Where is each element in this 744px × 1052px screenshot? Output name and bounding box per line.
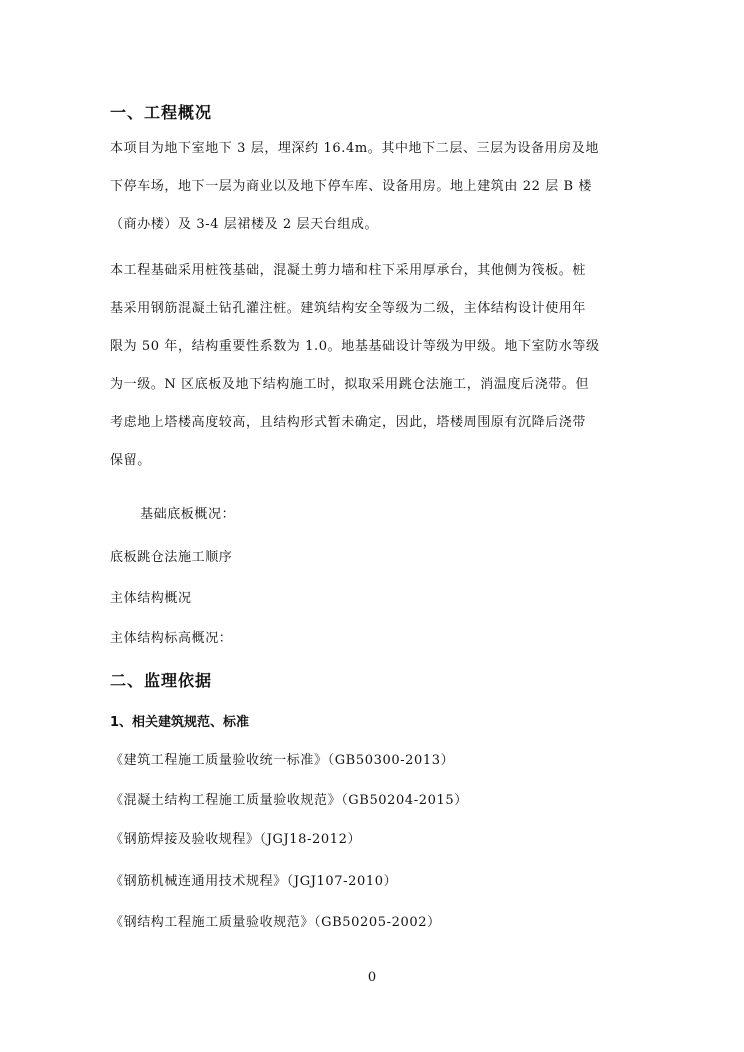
standard-item: 《钢筋机械连通用技术规程》（JGJ107-2010） [110, 874, 398, 889]
standard-item: 《钢结构工程施工质量验收规范》（GB50205-2002） [110, 915, 441, 930]
paragraph-line: 限为 50 年，结构重要性系数为 1.0。地基基础设计等级为甲级。地下室防水等级 [110, 339, 600, 354]
subsection-heading: 1、相关建筑规范、标准 [110, 715, 250, 730]
paragraph-line: 本项目为地下室地下 3 层，埋深约 16.4m。其中地下二层、三层为设备用房及地 [110, 141, 599, 156]
section-heading-basis: 二、监理依据 [110, 671, 213, 690]
standard-item: 《钢筋焊接及验收规程》（JGJ18-2012） [110, 832, 362, 847]
paragraph-line: 保留。 [110, 453, 151, 468]
list-item: 主体结构概况 [110, 591, 192, 606]
list-item: 底板跳仓法施工顺序 [110, 550, 233, 565]
standard-item: 《混凝土结构工程施工质量验收规范》（GB50204-2015） [110, 793, 468, 808]
standard-item: 《建筑工程施工质量验收统一标准》（GB50300-2013） [110, 753, 455, 768]
paragraph-line: 考虑地上塔楼高度较高，且结构形式暂未确定，因此，塔楼周围原有沉降后浇带 [110, 415, 587, 430]
paragraph-line: 本工程基础采用桩筏基础，混凝土剪力墙和柱下采用厚承台，其他侧为筏板。桩 [110, 263, 587, 278]
paragraph-line: 为一级。N 区底板及地下结构施工时，拟取采用跳仓法施工，消温度后浇带。但 [110, 377, 590, 392]
section-heading-overview: 一、工程概况 [110, 103, 213, 122]
paragraph-line: 下停车场，地下一层为商业以及地下停车库、设备用房。地上建筑由 22 层 B 楼 [110, 179, 593, 194]
list-item: 主体结构标高概况： [110, 631, 233, 646]
paragraph-line: （商办楼）及 3-4 层裙楼及 2 层天台组成。 [110, 217, 379, 232]
paragraph-line: 基采用钢筋混凝土钻孔灌注桩。建筑结构安全等级为二级，主体结构设计使用年 [110, 301, 587, 316]
list-item: 基础底板概况： [140, 507, 236, 522]
page-number: 0 [367, 970, 377, 985]
